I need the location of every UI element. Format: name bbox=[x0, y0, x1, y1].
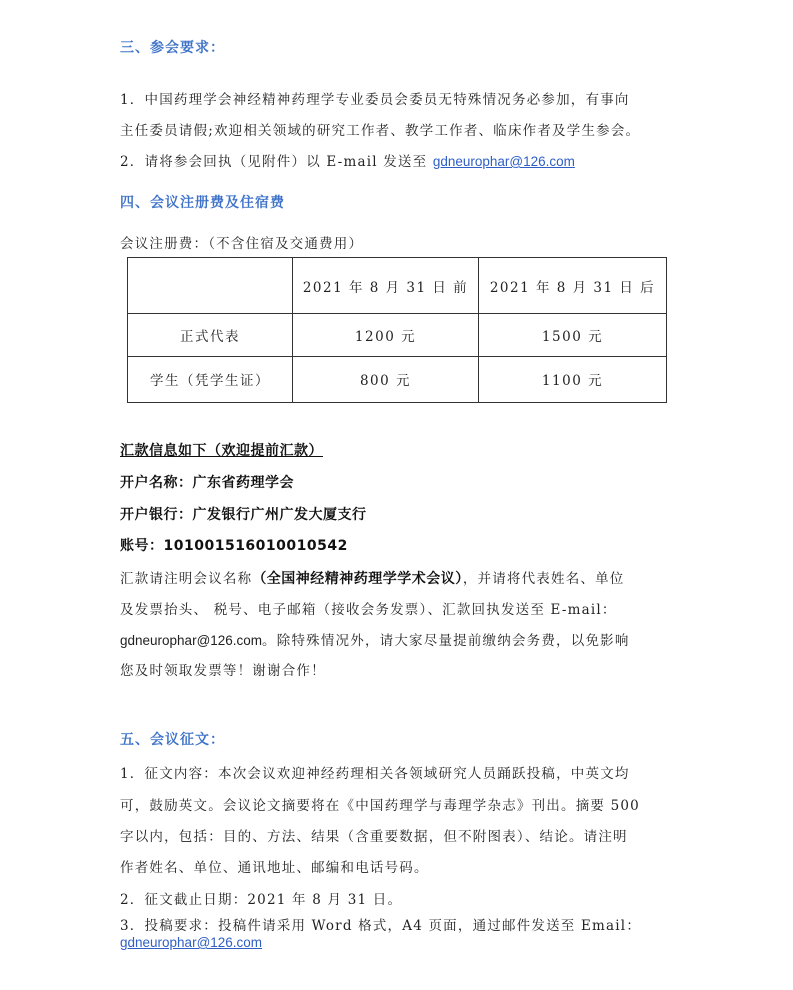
table-header-cell: 2021 年 8 月 31 日 后 bbox=[479, 258, 667, 314]
section-3-item-2 bbox=[120, 150, 575, 170]
section-5-item-1-line-2: 可，鼓励英文。会议论文摘要将在《中国药理学与毒理学杂志》刊出。摘要 500 bbox=[120, 798, 640, 814]
section-4-title: 四、会议注册费及住宿费 bbox=[120, 195, 285, 211]
email-text: gdneurophar@126.com bbox=[120, 633, 263, 648]
section-5-title: 五、会议征文： bbox=[120, 732, 225, 748]
table-header-cell bbox=[128, 258, 293, 314]
section-5-item-3-email bbox=[120, 935, 262, 951]
meeting-name: （全国神经精神药理学学术会议） bbox=[252, 571, 463, 587]
table-header-row bbox=[128, 258, 667, 314]
remit-heading: 汇款信息如下（欢迎提前汇款） bbox=[120, 443, 323, 459]
remit-note-text: ，并请将代表姓名、单位 bbox=[462, 571, 625, 587]
remit-note-line-1 bbox=[120, 567, 625, 588]
fee-caption: 会议注册费：（不含住宿及交通费用） bbox=[120, 236, 364, 252]
table-header-cell: 2021 年 8 月 31 日 前 bbox=[293, 258, 479, 314]
account-name: 开户名称：广东省药理学会 bbox=[120, 475, 294, 491]
section-5-item-1-line-4: 作者姓名、单位、通讯地址、邮编和电话号码。 bbox=[120, 860, 429, 876]
table-cell: 1500 元 bbox=[479, 314, 667, 356]
account-number: 账号：101001516010010542 bbox=[120, 538, 348, 554]
email-link[interactable]: gdneurophar@126.com bbox=[432, 154, 575, 169]
section-3-item-1-line-1: 1．中国药理学会神经精神药理学专业委员会委员无特殊情况务必参加，有事向 bbox=[120, 92, 630, 108]
email-link[interactable]: gdneurophar@126.com bbox=[120, 935, 263, 950]
remit-note-line-2: 及发票抬头、 税号、电子邮箱（接收会务发票）、汇款回执发送至 E-mail： bbox=[120, 602, 617, 618]
table-row bbox=[128, 356, 667, 402]
table-cell: 正式代表 bbox=[128, 314, 293, 356]
section-3-title: 三、参会要求： bbox=[120, 40, 225, 56]
section-5-item-1-line-3: 字以内，包括：目的、方法、结果（含重要数据，但不附图表）、结论。请注明 bbox=[120, 829, 628, 845]
remit-note-line-4: 您及时领取发票等！谢谢合作！ bbox=[120, 663, 326, 679]
table-cell: 1100 元 bbox=[479, 356, 667, 402]
bank-name: 开户银行：广发银行广州广发大厦支行 bbox=[120, 507, 367, 523]
table-cell: 1200 元 bbox=[293, 314, 479, 356]
remit-note-text: 汇款请注明会议名称 bbox=[120, 571, 253, 587]
fee-table bbox=[127, 257, 667, 403]
section-3-item-2-text: 2．请将参会回执（见附件）以 E-mail 发送至 bbox=[120, 154, 433, 170]
section-3-item-1-line-2: 主任委员请假;欢迎相关领域的研究工作者、教学工作者、临床作者及学生参会。 bbox=[120, 123, 641, 139]
section-5-item-3: 3．投稿要求：投稿件请采用 Word 格式，A4 页面，通过邮件发送至 Email： bbox=[120, 918, 642, 934]
table-cell: 800 元 bbox=[293, 356, 479, 402]
table-cell: 学生（凭学生证） bbox=[128, 356, 293, 402]
table-row bbox=[128, 314, 667, 356]
section-5-item-2: 2．征文截止日期：2021 年 8 月 31 日。 bbox=[120, 892, 403, 908]
remit-note-line-3 bbox=[120, 629, 630, 649]
remit-note-text: 。除特殊情况外，请大家尽量提前缴纳会务费，以免影响 bbox=[262, 633, 630, 649]
section-5-item-1-line-1: 1．征文内容：本次会议欢迎神经药理相关各领域研究人员踊跃投稿，中英文均 bbox=[120, 766, 630, 782]
